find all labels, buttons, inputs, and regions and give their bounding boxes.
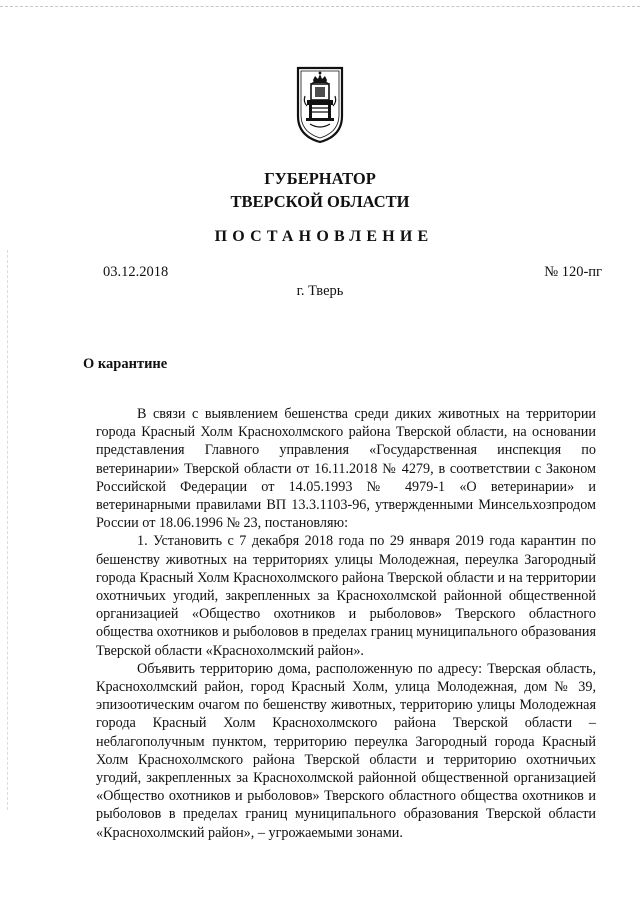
body-paragraph: В связи с выявлением бешенства среди диких животных на территории города Красный Холм Краснохолмского района Тверской области, на основании представления Главного управления «Государственная инспекция по ветеринарии» Тверской области от 16.11.2018 № 4279, в соответствии с Законом Российской Федерации от 14.05.1993 № 4979-1 «О ветеринарии» и ветеринарными правилами ВП 13.3.1103-96, утвержденными Минсельхозпродом России от 18.06.1996 № 23, постановляю:	[96, 406, 596, 532]
document-type: ПОСТАНОВЛЕНИЕ	[214, 228, 434, 245]
body-paragraph: 1. Установить с 7 декабря 2018 года по 29 января 2019 года карантин по бешенству животных на территориях улицы Молодежная, переулка Загородный города Красный Холм Краснохолмского района Тверской области и на территории охотничьих угодий, закрепленных за Краснохолмской районной общественной организацией «Общество охотников и рыболовов» Тверского областного общества охотников и рыболовов в пределах границ муниципального образования Тверской области «Краснохолмский район».	[96, 533, 596, 659]
document-subject: О карантине	[83, 356, 168, 372]
issuer-title-line-1: ГУБЕРНАТОР	[264, 169, 376, 188]
coat-of-arms-icon	[295, 66, 345, 144]
document-number: № 120-пг	[544, 264, 602, 280]
body-paragraph: Объявить территорию дома, расположенную по адресу: Тверская область, Краснохолмский район, город Красный Холм, улица Молодежная, дом № 39, эпизоотическим очагом по бешенству животных, территорию улицы Молодежная города Красный Холм Краснохолмского района Тверской области – неблагополучным пунктом, территорию переулка Загородный города Красный Холм Краснохолмского района Тверской области и территорию охотничьих угодий, закрепленных за Краснохолмской районной общественной организацией «Общество охотников и рыболовов» Тверского областного общества охотников и рыболовов в пределах границ муниципального образования Тверской области «Краснохолмский район», – угрожаемыми зонами.	[96, 660, 596, 841]
scan-edge-left	[7, 250, 8, 810]
scan-edge-top	[0, 6, 640, 7]
document-date: 03.12.2018	[103, 264, 169, 280]
document-body	[96, 405, 596, 842]
document-city: г. Тверь	[296, 283, 344, 299]
issuer-title-line-2: ТВЕРСКОЙ ОБЛАСТИ	[230, 192, 410, 211]
issuer-title	[0, 167, 640, 213]
